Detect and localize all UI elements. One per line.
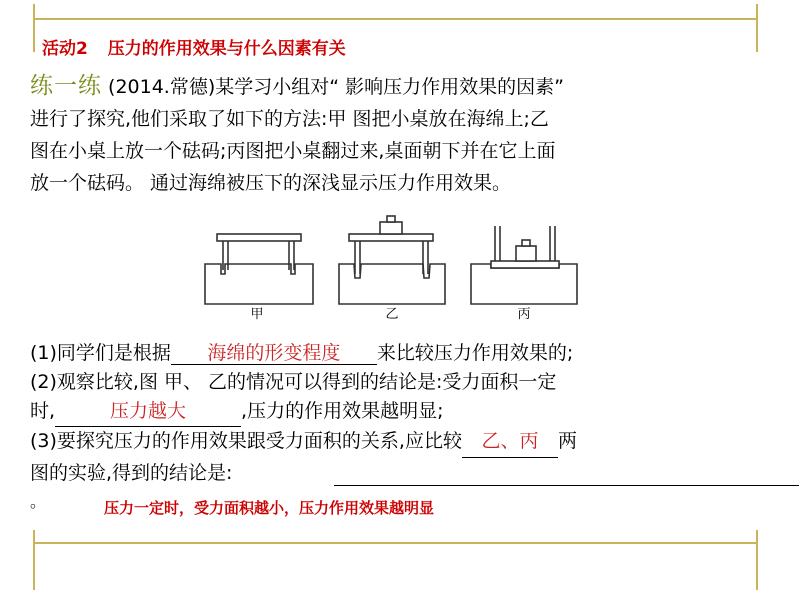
frame-top-line	[33, 18, 757, 20]
frame-right-line	[756, 4, 758, 52]
intro-line-3: 图在小桌上放一个砝码;丙图把小桌翻过来,桌面朝下并在它上面	[30, 140, 556, 162]
setup-yi	[339, 216, 445, 304]
q2-prefix: 时,	[30, 400, 56, 422]
question-1	[30, 339, 573, 367]
label-jia: 甲	[250, 307, 264, 322]
q2-suffix: ,压力的作用效果越明显;	[241, 400, 444, 422]
q3-end-punct: 。	[30, 492, 47, 511]
experiment-figure	[195, 208, 595, 326]
frame-right-bottom-line	[756, 530, 758, 590]
setup-jia	[205, 234, 313, 304]
slide-header	[42, 34, 346, 59]
question-3-line-1	[30, 427, 577, 458]
activity-number: 活动2	[42, 39, 88, 59]
q3-suffix: 两	[557, 430, 577, 452]
q3-answer-line	[334, 485, 799, 486]
question-2-line-1: (2)观察比较,图 甲、 乙的情况可以得到的结论是:受力面积一定	[30, 371, 557, 393]
frame-left-bottom-line	[33, 530, 35, 590]
q3-answer-blank: 乙、丙	[462, 433, 558, 458]
setup-bing	[471, 226, 577, 304]
intro-text-1: (2014.常德)某学习小组对“ 影响压力作用效果的因素”	[102, 76, 564, 98]
label-bing: 丙	[517, 307, 531, 322]
practice-label: 练一练	[30, 73, 102, 99]
intro-line-4: 放一个砝码。 通过海绵被压下的深浅显示压力作用效果。	[30, 172, 512, 194]
q3-conclusion-answer: 压力一定时，受力面积越小，压力作用效果越明显	[104, 499, 435, 517]
frame-bottom-line	[33, 542, 757, 544]
intro-line-2: 进行了探究,他们采取了如下的方法:甲 图把小桌放在海绵上;乙	[30, 108, 549, 130]
frame-left-line	[33, 4, 35, 52]
label-yi: 乙	[385, 307, 399, 322]
question-2-line-2	[30, 397, 444, 427]
question-3-line-2: 图的实验,得到的结论是:	[30, 462, 233, 484]
activity-title: 压力的作用效果与什么因素有关	[107, 39, 346, 59]
q2-answer-blank: 压力越大	[55, 402, 241, 427]
q1-prefix: (1)同学们是根据	[30, 342, 171, 364]
q1-answer-blank: 海绵的形变程度	[171, 342, 377, 365]
q1-suffix: 来比较压力作用效果的;	[376, 342, 574, 364]
q3-prefix: (3)要探究压力的作用效果跟受力面积的关系,应比较	[30, 430, 462, 452]
intro-line-1	[30, 72, 564, 102]
